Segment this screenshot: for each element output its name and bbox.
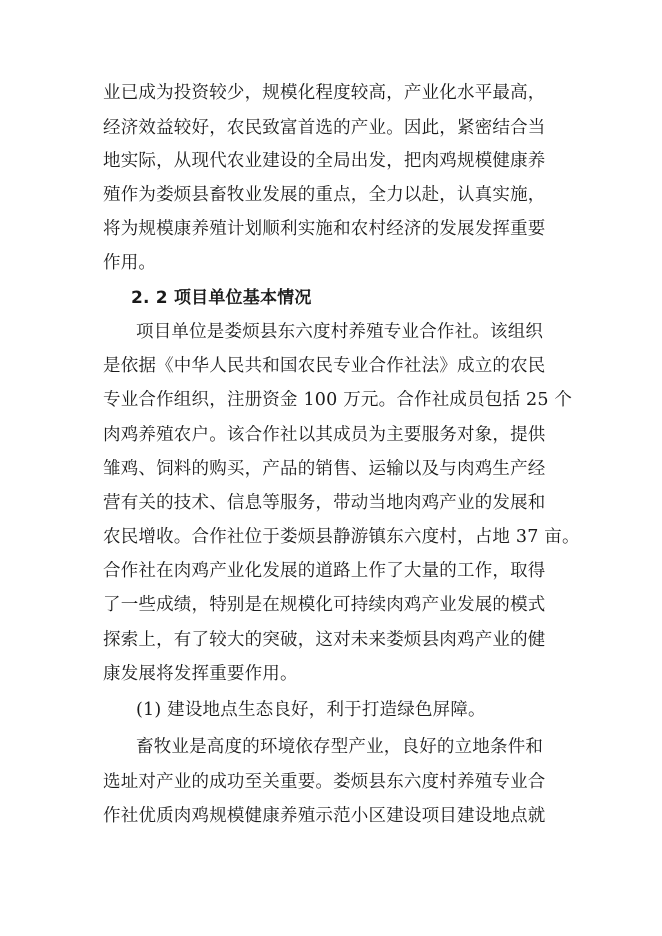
paragraph-line: 康发展将发挥重要作用。 bbox=[103, 664, 298, 684]
paragraph-line: 作社优质肉鸡规模健康养殖示范小区建设项目建设地点就 bbox=[103, 806, 546, 826]
paragraph-line: 业已成为投资较少，规模化程度较高，产业化水平最高， bbox=[103, 83, 546, 103]
paragraph-line: 地实际，从现代农业建设的全局出发，把肉鸡规模健康养 bbox=[103, 151, 546, 171]
paragraph-line: 专业合作组织，注册资金 100 万元。合作社成员包括 25 个 bbox=[103, 390, 573, 410]
paragraph-line: 营有关的技术、信息等服务，带动当地肉鸡产业的发展和 bbox=[103, 493, 546, 513]
paragraph-line: 农民增收。合作社位于娄烦县静游镇东六度村，占地 37 亩。 bbox=[103, 527, 580, 547]
paragraph-line: 畜牧业是高度的环境依存型产业，良好的立地条件和 bbox=[136, 737, 544, 757]
paragraph-line: 了一些成绩，特别是在规模化可持续肉鸡产业发展的模式 bbox=[103, 595, 546, 615]
paragraph-line: 经济效益较好，农民致富首选的产业。因此，紧密结合当 bbox=[103, 118, 546, 138]
paragraph-line: 探索上，有了较大的突破，这对未来娄烦县肉鸡产业的健 bbox=[103, 630, 546, 650]
paragraph-line: 将为规模康养殖计划顺利实施和农村经济的发展发挥重要 bbox=[103, 219, 546, 239]
paragraph-line: 选址对产业的成功至关重要。娄烦县东六度村养殖专业合 bbox=[103, 772, 546, 792]
paragraph-line: 雏鸡、饲料的购买，产品的销售、运输以及与肉鸡生产经 bbox=[103, 459, 546, 479]
paragraph-line: 殖作为娄烦县畜牧业发展的重点，全力以赴，认真实施， bbox=[103, 185, 546, 205]
paragraph-line: 项目单位是娄烦县东六度村养殖专业合作社。该组织 bbox=[136, 322, 544, 342]
section-heading: 2. 2 项目单位基本情况 bbox=[131, 288, 312, 308]
list-item-heading: (1) 建设地点生态良好，利于打造绿色屏障。 bbox=[136, 700, 486, 720]
paragraph-line: 作用。 bbox=[103, 253, 157, 273]
paragraph-line: 肉鸡养殖农户。该合作社以其成员为主要服务对象，提供 bbox=[103, 425, 546, 445]
paragraph-line: 合作社在肉鸡产业化发展的道路上作了大量的工作，取得 bbox=[103, 561, 546, 581]
paragraph-line: 是依据《中华人民共和国农民专业合作社法》成立的农民 bbox=[103, 356, 546, 376]
